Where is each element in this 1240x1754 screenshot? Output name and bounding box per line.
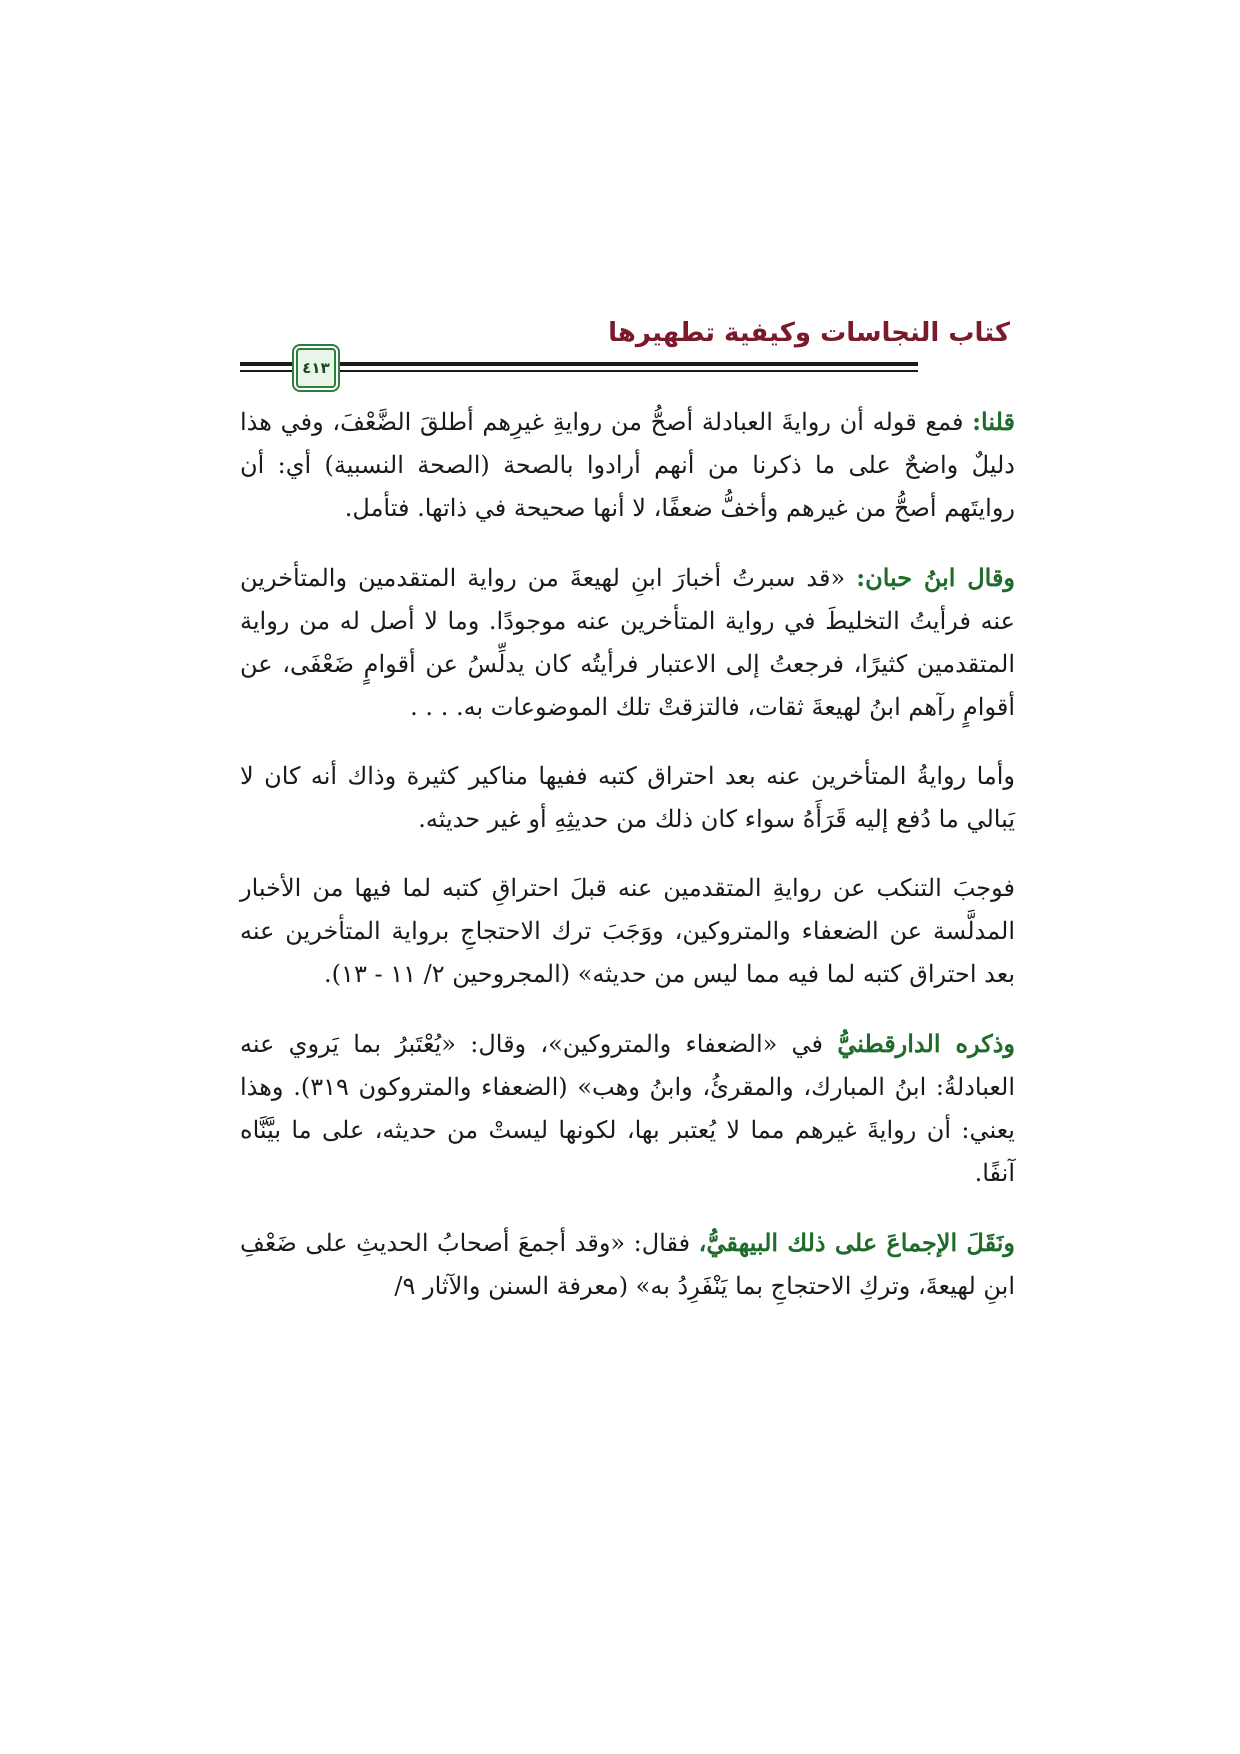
paragraph [240, 1221, 1015, 1308]
page-body [240, 400, 1015, 1334]
page-header [240, 318, 1010, 390]
paragraph [240, 556, 1015, 729]
paragraph-text: في «الضعفاء والمتروكين»، وقال: «يُعْتَبرُ بما يَروي عنه العبادلةُ: ابنُ المبارك، والمقرئُ، وابنُ وهب» (الضعفاء والمتروكون ٣١٩). وهذا يعني: أن روايةَ غيرهم مما لا يُعتبر بها، لكونها ليستْ من حديثه، على ما بيَّنَّاه آنفًا. [240, 1030, 1015, 1187]
header-rule-stub-thick [240, 362, 292, 366]
header-rule-thin [240, 370, 918, 372]
header-rule-stub-thin [240, 370, 292, 372]
paragraph [240, 867, 1015, 996]
paragraph-text: فمع قوله أن روايةَ العبادلة أصحُّ من روايةِ غيرِهم أطلقَ الضَّعْفَ، وفي هذا دليلٌ واضحٌ على ما ذكرنا من أنهم أرادوا بالصحة (الصحة النسبية) أي: أن روايتَهم أصحُّ من غيرهم وأخفُّ ضعفًا، لا أنها صحيحة في ذاتها. فتأمل. [240, 408, 1015, 522]
paragraph-text: فوجبَ التنكب عن روايةِ المتقدمين عنه قبلَ احتراقِ كتبه لما فيها من الأخبار المدلَّسة عن الضعفاء والمتروكين، ووَجَبَ ترك الاحتجاجِ برواية المتأخرين عنه بعد احتراق كتبه لما فيه مما ليس من حديثه» (المجروحين ٢/ ١١ - ١٣). [240, 874, 1015, 988]
paragraph-text: «قد سبرتُ أخبارَ ابنِ لهيعةَ من رواية المتقدمين والمتأخرين عنه فرأيتُ التخليطَ في رواية المتأخرين عنه موجودًا. وما لا أصل له من رواية المتقدمين كثيرًا، فرجعتُ إلى الاعتبار فرأيتُه كان يدلِّسُ عن أقوامٍ ضَعْفَى، عن أقوامٍ رآهم ابنُ لهيعةَ ثقات، فالتزقتْ تلك الموضوعات به. . . . [240, 564, 1015, 721]
page-number-badge [296, 348, 336, 388]
header-rule-thick [240, 362, 918, 366]
paragraph-lead: وذكره الدارقطنيُّ [837, 1029, 1015, 1058]
paragraph-text: فقال: «وقد أجمعَ أصحابُ الحديثِ على ضَعْفِ ابنِ لهيعةَ، وتركِ الاحتجاجِ بما يَنْفَرِدُ به» (معرفة السنن والآثار ٩/ [240, 1229, 1015, 1300]
paragraph [240, 755, 1015, 841]
paragraph-lead: قلنا: [972, 407, 1015, 436]
paragraph [240, 1022, 1015, 1195]
paragraph-lead: ونَقَلَ الإجماعَ على ذلك البيهقيُّ، [698, 1228, 1015, 1257]
running-title: كتاب النجاسات وكيفية تطهيرها [608, 318, 1010, 348]
page-number: ٤١٣ [302, 359, 330, 377]
paragraph-lead: وقال ابنُ حبان: [856, 563, 1015, 592]
paragraph [240, 400, 1015, 530]
paragraph-text: وأما روايةُ المتأخرين عنه بعد احتراق كتبه ففيها مناكير كثيرة وذاك أنه كان لا يَبالي ما دُفع إليه قَرَأَهُ سواء كان ذلك من حديثِهِ أو غير حديثه. [240, 762, 1015, 833]
